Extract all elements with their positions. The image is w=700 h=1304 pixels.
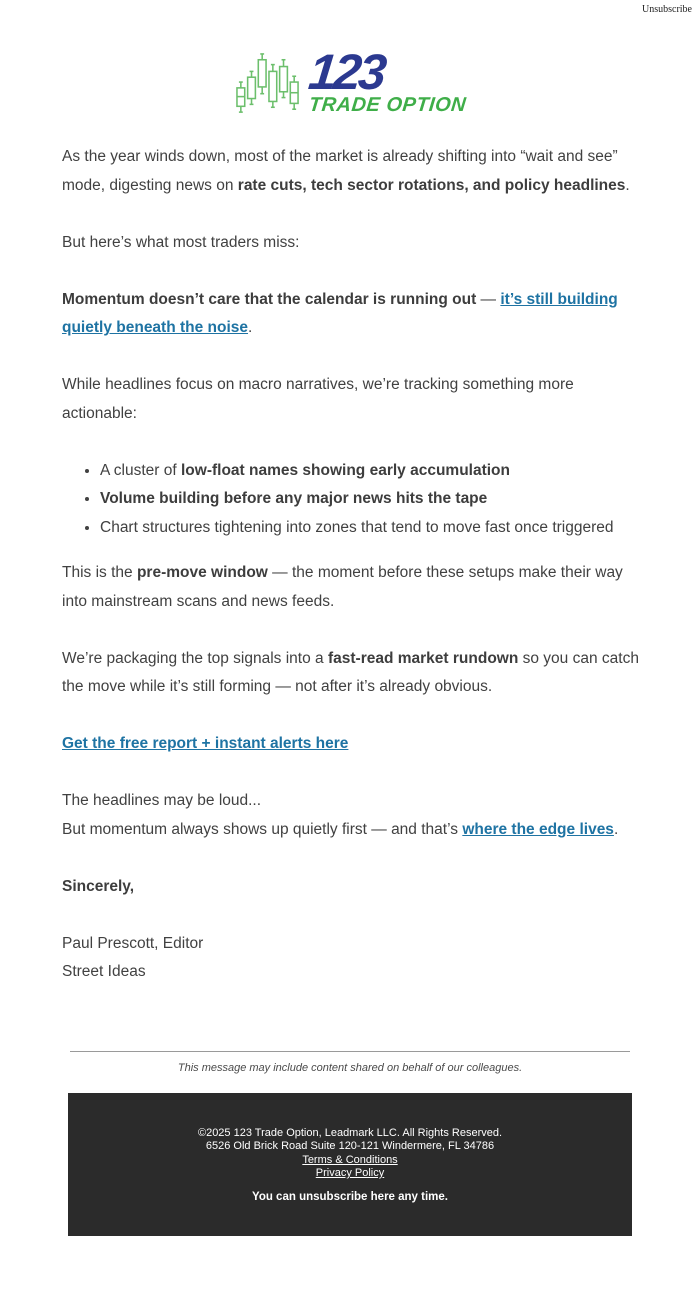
paragraph-momentum (62, 286, 640, 343)
text-run: Chart structures tightening into zones that tend to move fast once triggered (100, 518, 614, 536)
top-unsubscribe-link[interactable]: Unsubscribe (642, 4, 692, 15)
bold-run: Momentum doesn’t care that the calendar is running out (62, 290, 477, 308)
text-run: The headlines may be loud... (62, 792, 262, 809)
terms-link[interactable]: Terms & Conditions (302, 1153, 398, 1166)
bold-run: pre-move window (136, 564, 268, 581)
cta-paragraph (62, 730, 640, 759)
text-run: But momentum always shows up quietly first — and that’s (62, 820, 463, 838)
text-run: so you can catch the move while it’s still forming — not after it’s already obvious. (62, 649, 639, 695)
footer-copyright: ©2025 123 Trade Option, Leadmark LLC. All Rights Reserved. (197, 1126, 503, 1139)
text-run: . (248, 319, 253, 336)
paragraph-headlines (62, 787, 640, 844)
still-building-link[interactable]: it’s still building quietly beneath the noise (62, 290, 618, 336)
disclaimer-text: This message may include content shared on behalf of our colleagues. (177, 1061, 523, 1074)
edge-lives-link[interactable]: where the edge lives (462, 820, 614, 838)
footer (68, 1093, 632, 1236)
bold-run: rate cuts, tech sector rotations, and policy headlines (237, 176, 626, 194)
text-run: . (613, 820, 619, 838)
text-run: This is the (62, 564, 137, 581)
paragraph-traders-miss: But here’s what most traders miss: (62, 233, 300, 251)
text-run: As the year winds down, most of the market is already shifting into “wait and see” mode, digesting news on (62, 148, 618, 194)
paragraph-packaging (62, 645, 640, 702)
text-run: . (625, 176, 630, 194)
email-body (0, 116, 700, 987)
signature-name: Paul Prescott, Editor (62, 934, 204, 952)
brand-logo (0, 0, 700, 116)
bold-run: fast-read market rundown (327, 649, 519, 667)
bold-run: low-float names showing early accumulation (180, 461, 510, 479)
logo-name: TRADE OPTION (307, 94, 468, 116)
logo-number: 123 (305, 44, 387, 100)
closing-line (62, 873, 640, 902)
signature-org: Street Ideas (62, 963, 146, 980)
footer-unsubscribe-note: You can unsubscribe here any time. (252, 1190, 448, 1203)
paragraph-pre-move (62, 559, 640, 616)
paragraph-intro (62, 143, 640, 200)
text-run: — (476, 290, 501, 308)
list-item (100, 514, 640, 543)
footer-divider (70, 1051, 630, 1052)
paragraph-actionable: While headlines focus on macro narratives, we’re tracking something more actionable: (62, 376, 574, 422)
text-run: A cluster of (100, 461, 181, 479)
footer-address: 6526 Old Brick Road Suite 120-121 Windermere, FL 34786 (205, 1140, 495, 1152)
candlestick-chart-icon (234, 52, 302, 116)
list-item (100, 485, 640, 514)
bold-run: Volume building before any major news hits the tape (100, 490, 488, 507)
text-run: We’re packaging the top signals into a (62, 649, 328, 667)
logo-text (305, 44, 468, 116)
signature (62, 930, 640, 987)
signal-bullet-list (62, 457, 640, 543)
bold-run: Sincerely, (62, 877, 135, 895)
list-item (100, 457, 640, 486)
text-run: — the moment before these setups make their way into mainstream scans and news feeds. (62, 564, 623, 610)
free-report-cta-link[interactable]: Get the free report + instant alerts here (62, 735, 349, 752)
privacy-link[interactable]: Privacy Policy (315, 1167, 385, 1179)
